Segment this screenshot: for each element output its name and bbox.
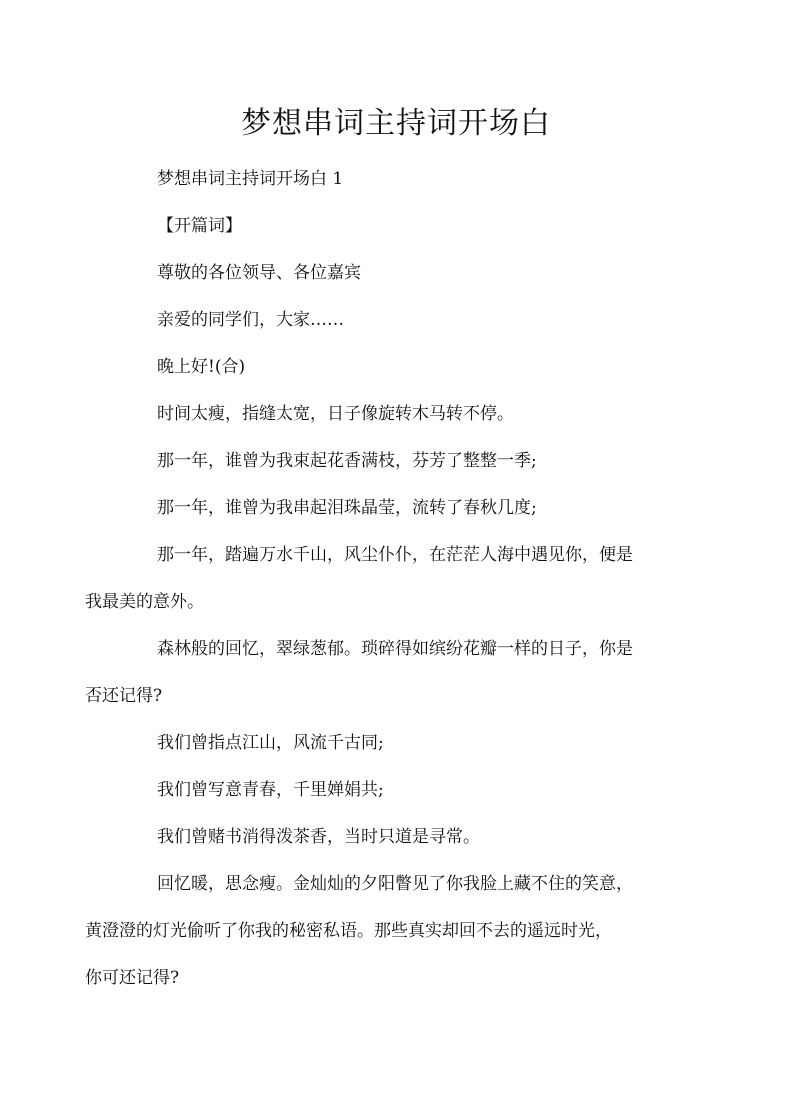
paragraph <box>121 344 676 391</box>
paragraph <box>121 391 676 438</box>
paragraph-line: 那一年，谁曾为我束起花香满枝，芬芳了整整一季; <box>157 451 537 471</box>
paragraph <box>121 485 676 532</box>
paragraph <box>121 156 676 203</box>
paragraph-line: 那一年，踏遍万水千山，风尘仆仆，在茫茫人海中遇见你，便是 <box>157 545 633 565</box>
paragraph <box>121 438 676 485</box>
document-title: 梦想串词主持词开场白 <box>241 106 551 141</box>
document-body <box>85 156 676 1002</box>
paragraph-line: 那一年，谁曾为我串起泪珠晶莹，流转了春秋几度; <box>157 498 537 518</box>
paragraph-line: 否还记得? <box>85 686 163 706</box>
paragraph <box>121 767 676 814</box>
paragraph-line: 我们曾指点江山，风流千古同; <box>157 733 384 753</box>
paragraph-line: 【开篇词】 <box>157 216 242 236</box>
paragraph <box>121 203 676 250</box>
paragraph <box>121 720 676 767</box>
paragraph-line: 尊敬的各位领导、各位嘉宾 <box>157 263 361 283</box>
paragraph-line: 回忆暖，思念瘦。金灿灿的夕阳瞥见了你我脸上藏不住的笑意， <box>157 874 633 894</box>
paragraph <box>85 626 676 720</box>
paragraph <box>121 814 676 861</box>
paragraph-line: 亲爱的同学们，大家…… <box>157 310 344 330</box>
paragraph <box>85 532 676 626</box>
paragraph-line: 黄澄澄的灯光偷听了你我的秘密私语。那些真实却回不去的遥远时光， <box>85 921 612 941</box>
paragraph-line: 我们曾写意青春，千里婵娟共; <box>157 780 384 800</box>
paragraph-line: 时间太瘦，指缝太宽，日子像旋转木马转不停。 <box>157 404 514 424</box>
paragraph-line: 森林般的回忆，翠绿葱郁。琐碎得如缤纷花瓣一样的日子，你是 <box>157 639 633 659</box>
paragraph-line: 我最美的意外。 <box>85 592 204 612</box>
paragraph <box>121 250 676 297</box>
paragraph-line: 梦想串词主持词开场白 1 <box>157 169 344 189</box>
paragraph-line: 你可还记得? <box>85 968 180 988</box>
paragraph-line: 晚上好!(合) <box>157 357 246 377</box>
paragraph <box>121 297 676 344</box>
paragraph-line: 我们曾赌书消得泼茶香，当时只道是寻常。 <box>157 827 480 847</box>
paragraph <box>85 861 676 1002</box>
